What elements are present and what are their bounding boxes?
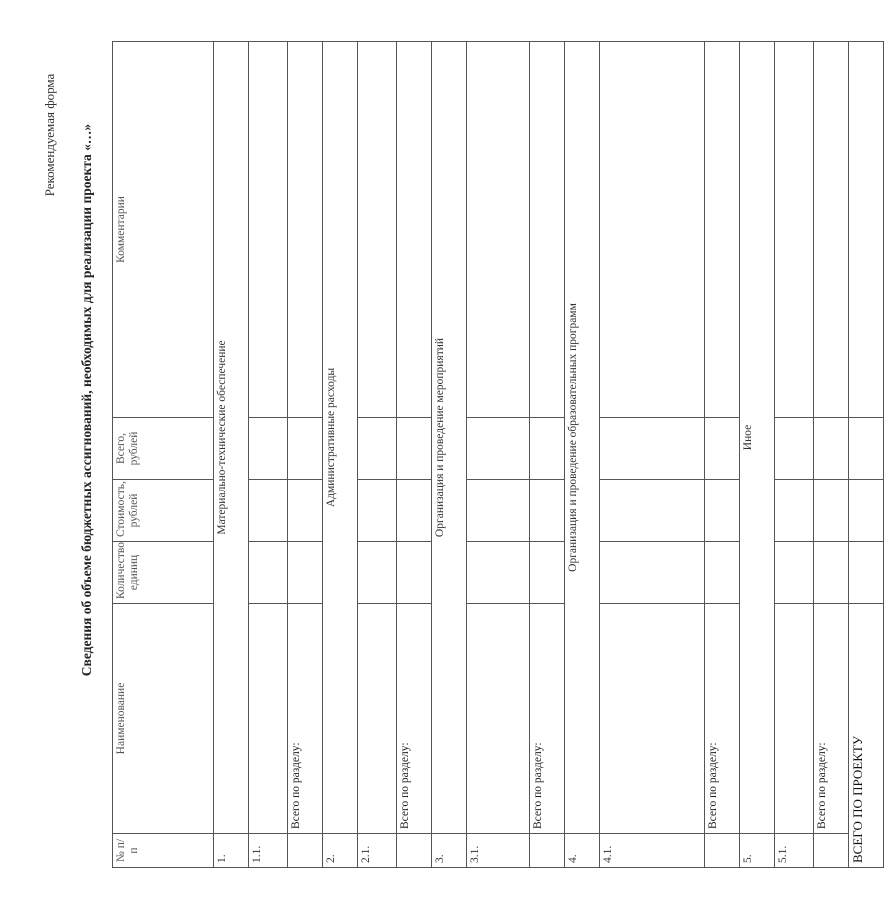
item-name-cell [600,604,705,834]
total-comment-cell [530,42,565,418]
section-total-row [814,42,849,868]
section-number: 4. [565,834,600,868]
section-row [323,42,358,868]
total-price-cell [397,480,432,542]
total-comment-cell [397,42,432,418]
total-sum-cell [288,418,323,480]
section-total-row [705,42,740,868]
total-comment-cell [288,42,323,418]
total-sum-cell [397,418,432,480]
item-qty-cell [358,542,397,604]
item-name-cell [249,604,288,834]
total-price-cell [705,480,740,542]
item-qty-cell [249,542,288,604]
grand-qty-cell [849,542,884,604]
table-header-row [113,42,214,868]
total-price-cell [530,480,565,542]
item-qty-cell [600,542,705,604]
document-title [76,123,98,677]
item-qty-cell [467,542,530,604]
total-sum-cell [530,418,565,480]
header-qty: Количество единиц [113,542,214,604]
recommended-form-text: Рекомендуемая форма [42,73,57,197]
section-total-row [397,42,432,868]
total-qty-cell [288,542,323,604]
item-number: 5.1. [775,834,814,868]
total-qty-cell [705,542,740,604]
item-qty-cell [775,542,814,604]
total-qty-cell [530,542,565,604]
header-num: № п/п [113,834,214,868]
header-comment: Комментарии [113,42,214,418]
section-row [740,42,775,868]
item-number: 1.1. [249,834,288,868]
table-row [467,42,530,868]
grand-sum-cell [849,418,884,480]
total-comment-cell [814,42,849,418]
item-comment-cell [467,42,530,418]
budget-table-area [112,42,865,868]
budget-table [112,41,884,868]
item-comment-cell [249,42,288,418]
section-title: Административные расходы [323,42,358,834]
item-total-cell [467,418,530,480]
recommended-form-note [40,40,60,230]
section-total-label: Всего по разделу: [530,604,565,834]
total-price-cell [288,480,323,542]
item-number: 4.1. [600,834,705,868]
section-number: 1. [214,834,249,868]
item-name-cell [467,604,530,834]
section-row [432,42,467,868]
item-comment-cell [358,42,397,418]
section-total-label: Всего по разделу: [814,604,849,834]
table-row [358,42,397,868]
total-num-cell [288,834,323,868]
item-number: 3.1. [467,834,530,868]
item-total-cell [600,418,705,480]
section-total-row [288,42,323,868]
item-price-cell [249,480,288,542]
section-number: 2. [323,834,358,868]
section-title: Организация и проведение образовательных программ [565,42,600,834]
total-comment-cell [705,42,740,418]
section-total-label: Всего по разделу: [705,604,740,834]
item-price-cell [358,480,397,542]
total-qty-cell [397,542,432,604]
table-row [249,42,288,868]
grand-price-cell [849,480,884,542]
item-comment-cell [600,42,705,418]
section-total-label: Всего по разделу: [288,604,323,834]
header-price: Стоимость, рублей [113,480,214,542]
section-title: Иное [740,42,775,834]
item-total-cell [775,418,814,480]
section-row [214,42,249,868]
total-num-cell [705,834,740,868]
item-total-cell [249,418,288,480]
item-comment-cell [775,42,814,418]
section-number: 5. [740,834,775,868]
grand-comment-cell [849,42,884,418]
item-price-cell [775,480,814,542]
item-name-cell [775,604,814,834]
total-price-cell [814,480,849,542]
total-num-cell [397,834,432,868]
section-total-label: Всего по разделу: [397,604,432,834]
item-name-cell [358,604,397,834]
section-title: Материально-технические обеспечение [214,42,249,834]
grand-total-label: ВСЕГО ПО ПРОЕКТУ [849,604,884,868]
grand-total-row [849,42,884,868]
header-total: Всего, рублей [113,418,214,480]
total-sum-cell [705,418,740,480]
section-number: 3. [432,834,467,868]
total-sum-cell [814,418,849,480]
header-name: Наименование [113,604,214,834]
budget-table-rotated [112,42,865,868]
document-title-text: Сведения об объеме бюджетных ассигнований, необходимых для реализации проекта «…» [79,123,94,677]
total-num-cell [530,834,565,868]
item-price-cell [467,480,530,542]
section-total-row [530,42,565,868]
total-num-cell [814,834,849,868]
item-number: 2.1. [358,834,397,868]
section-row [565,42,600,868]
item-price-cell [600,480,705,542]
item-total-cell [358,418,397,480]
total-qty-cell [814,542,849,604]
table-row [600,42,705,868]
table-row [775,42,814,868]
section-title: Организация и проведение мероприятий [432,42,467,834]
